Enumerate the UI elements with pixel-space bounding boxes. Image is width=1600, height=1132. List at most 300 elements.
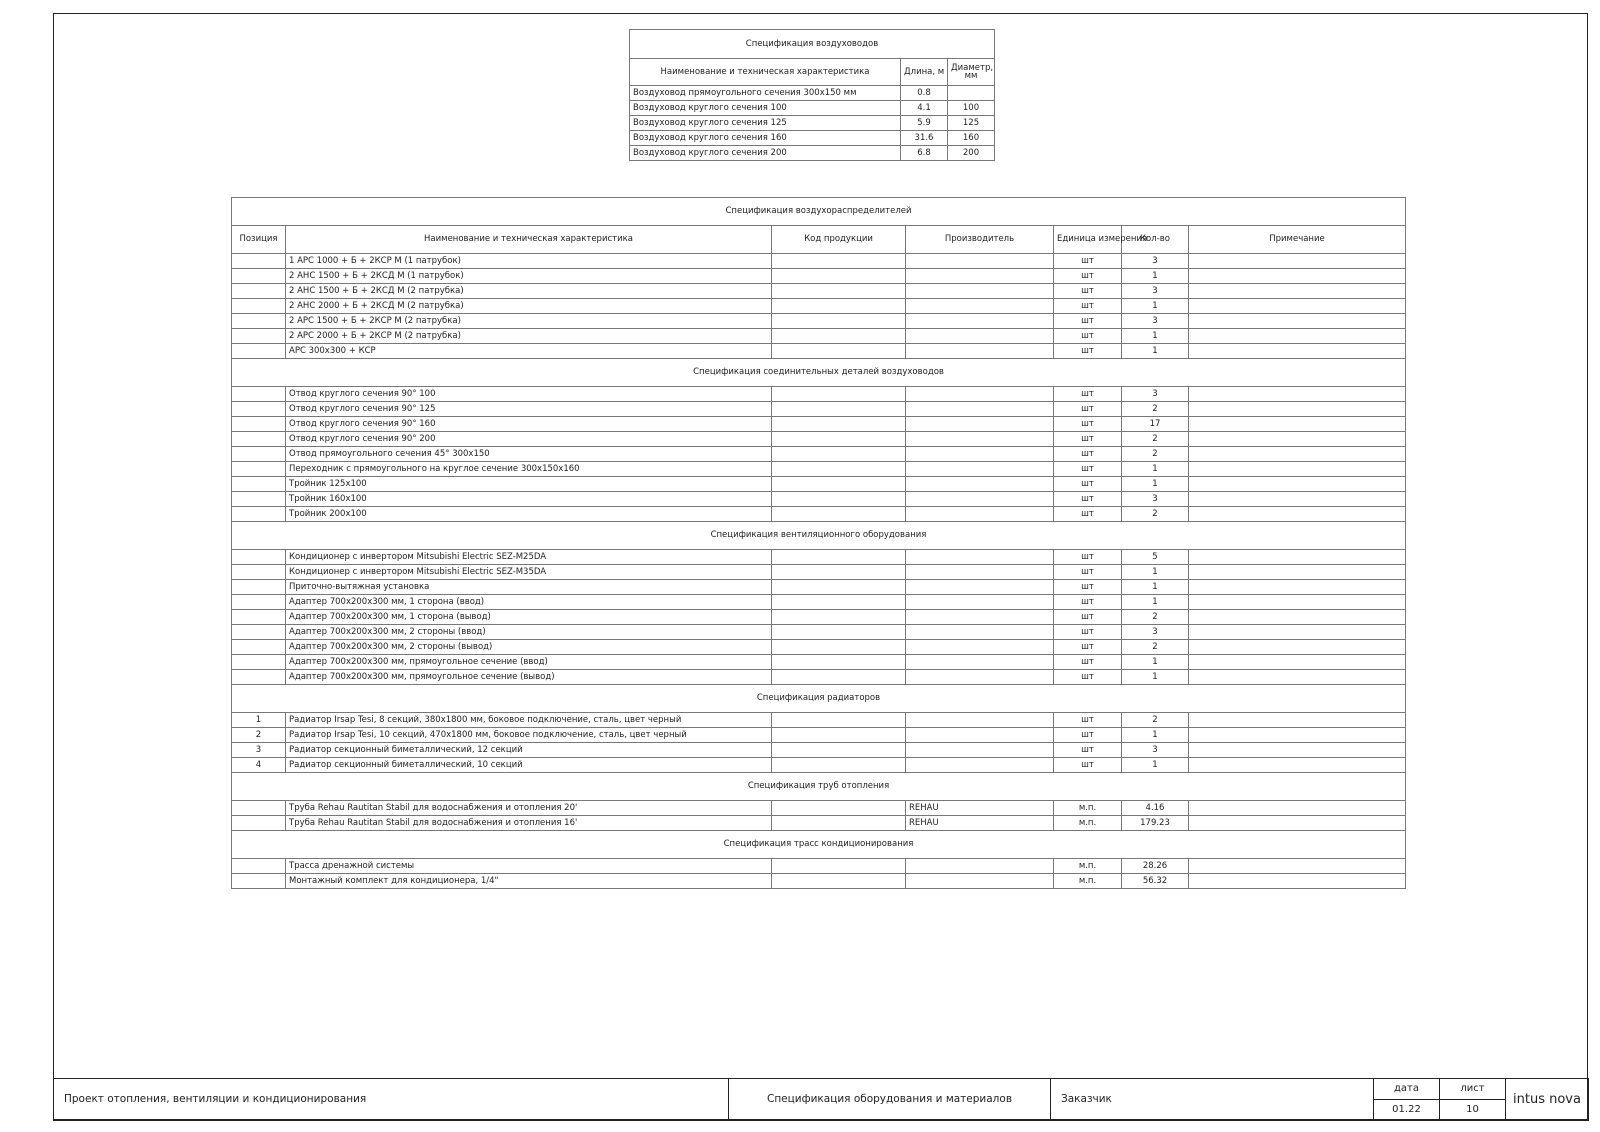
table-row [232, 284, 1406, 299]
row-name: Труба Rehau Rautitan Stabil для водоснабжения и отопления 16' [286, 816, 772, 831]
row-note [1189, 595, 1406, 610]
row-manufacturer [906, 314, 1054, 329]
duct-row-length: 5.9 [901, 116, 948, 131]
row-qty: 3 [1122, 625, 1189, 640]
row-unit: шт [1054, 477, 1122, 492]
row-note [1189, 344, 1406, 359]
row-code [772, 874, 906, 889]
row-manufacturer [906, 254, 1054, 269]
row-qty: 3 [1122, 314, 1189, 329]
main-spec-caption: Спецификация воздухораспределителей [232, 198, 1406, 226]
row-position [232, 314, 286, 329]
section-title: Спецификация вентиляционного оборудования [232, 522, 1406, 550]
row-code [772, 655, 906, 670]
table-row [232, 492, 1406, 507]
row-qty: 1 [1122, 344, 1189, 359]
row-position: 2 [232, 728, 286, 743]
row-unit: шт [1054, 655, 1122, 670]
row-qty: 1 [1122, 565, 1189, 580]
row-position [232, 655, 286, 670]
section-header-row [232, 359, 1406, 387]
row-qty: 2 [1122, 713, 1189, 728]
row-position [232, 874, 286, 889]
row-manufacturer [906, 462, 1054, 477]
row-name: Радиатор секционный биметаллический, 12 секций [286, 743, 772, 758]
row-note [1189, 492, 1406, 507]
table-row [232, 743, 1406, 758]
row-unit: м.п. [1054, 859, 1122, 874]
row-name: Кондиционер с инвертором Mitsubishi Electric SEZ-M25DA [286, 550, 772, 565]
row-code [772, 387, 906, 402]
row-name: Адаптер 700х200х300 мм, прямоугольное сечение (вывод) [286, 670, 772, 685]
table-row [232, 728, 1406, 743]
row-manufacturer [906, 728, 1054, 743]
table-row [232, 655, 1406, 670]
row-code [772, 314, 906, 329]
row-note [1189, 655, 1406, 670]
row-name: Тройник 200х100 [286, 507, 772, 522]
row-unit: шт [1054, 284, 1122, 299]
table-row [232, 610, 1406, 625]
row-code [772, 284, 906, 299]
row-unit: шт [1054, 462, 1122, 477]
table-row [232, 595, 1406, 610]
row-unit: шт [1054, 670, 1122, 685]
row-name: Отвод круглого сечения 90° 200 [286, 432, 772, 447]
row-note [1189, 625, 1406, 640]
row-note [1189, 640, 1406, 655]
row-manufacturer [906, 432, 1054, 447]
row-name: Адаптер 700х200х300 мм, 2 стороны (ввод) [286, 625, 772, 640]
row-manufacturer: REHAU [906, 801, 1054, 816]
row-note [1189, 610, 1406, 625]
row-unit: шт [1054, 743, 1122, 758]
row-position [232, 625, 286, 640]
table-row [232, 462, 1406, 477]
row-qty: 2 [1122, 432, 1189, 447]
duct-row-diameter: 100 [948, 101, 995, 116]
row-name: Монтажный комплект для кондиционера, 1/4" [286, 874, 772, 889]
row-code [772, 728, 906, 743]
table-row [232, 625, 1406, 640]
customer-label: Заказчик [1051, 1079, 1374, 1121]
row-code [772, 801, 906, 816]
row-code [772, 670, 906, 685]
row-unit: шт [1054, 610, 1122, 625]
table-row [232, 477, 1406, 492]
row-manufacturer [906, 670, 1054, 685]
duct-row-length: 6.8 [901, 146, 948, 161]
row-unit: шт [1054, 314, 1122, 329]
header-code: Код продукции [772, 226, 906, 254]
row-unit: шт [1054, 432, 1122, 447]
row-unit: шт [1054, 402, 1122, 417]
duct-row-diameter: 200 [948, 146, 995, 161]
row-note [1189, 670, 1406, 685]
row-unit: шт [1054, 269, 1122, 284]
row-code [772, 507, 906, 522]
row-note [1189, 743, 1406, 758]
duct-row-diameter: 125 [948, 116, 995, 131]
row-note [1189, 874, 1406, 889]
table-row [232, 758, 1406, 773]
duct-row [630, 131, 995, 146]
row-code [772, 640, 906, 655]
row-name: Трасса дренажной системы [286, 859, 772, 874]
row-unit: шт [1054, 344, 1122, 359]
row-manufacturer [906, 713, 1054, 728]
row-qty: 28.26 [1122, 859, 1189, 874]
row-note [1189, 402, 1406, 417]
row-unit: шт [1054, 447, 1122, 462]
row-note [1189, 728, 1406, 743]
table-row [232, 432, 1406, 447]
row-position: 4 [232, 758, 286, 773]
row-note [1189, 462, 1406, 477]
row-manufacturer [906, 507, 1054, 522]
row-qty: 3 [1122, 492, 1189, 507]
row-unit: шт [1054, 580, 1122, 595]
table-row [232, 550, 1406, 565]
duct-row-name: Воздуховод круглого сечения 160 [630, 131, 901, 146]
table-row [232, 801, 1406, 816]
row-note [1189, 816, 1406, 831]
row-qty: 4.16 [1122, 801, 1189, 816]
section-header-row [232, 522, 1406, 550]
row-position: 3 [232, 743, 286, 758]
row-position [232, 254, 286, 269]
duct-row-name: Воздуховод круглого сечения 100 [630, 101, 901, 116]
row-name: АРС 300х300 + КСР [286, 344, 772, 359]
row-manufacturer [906, 269, 1054, 284]
row-qty: 2 [1122, 507, 1189, 522]
main-spec-table [231, 197, 1406, 889]
row-note [1189, 387, 1406, 402]
row-qty: 179.23 [1122, 816, 1189, 831]
row-qty: 1 [1122, 758, 1189, 773]
row-code [772, 580, 906, 595]
table-row [232, 269, 1406, 284]
row-unit: шт [1054, 595, 1122, 610]
row-name: Труба Rehau Rautitan Stabil для водоснабжения и отопления 20' [286, 801, 772, 816]
row-note [1189, 758, 1406, 773]
row-code [772, 462, 906, 477]
sheet-title: Спецификация оборудования и материалов [729, 1079, 1051, 1121]
row-position [232, 580, 286, 595]
row-note [1189, 565, 1406, 580]
row-qty: 56.32 [1122, 874, 1189, 889]
row-position [232, 492, 286, 507]
row-unit: шт [1054, 507, 1122, 522]
row-unit: шт [1054, 299, 1122, 314]
row-qty: 2 [1122, 402, 1189, 417]
row-position [232, 801, 286, 816]
duct-row [630, 116, 995, 131]
row-code [772, 447, 906, 462]
project-name: Проект отопления, вентиляции и кондиционирования [54, 1079, 729, 1121]
table-row [232, 299, 1406, 314]
row-qty: 2 [1122, 610, 1189, 625]
row-position [232, 329, 286, 344]
header-note: Примечание [1189, 226, 1406, 254]
duct-row [630, 101, 995, 116]
section-title: Спецификация трасс кондиционирования [232, 831, 1406, 859]
header-position: Позиция [232, 226, 286, 254]
row-code [772, 344, 906, 359]
row-code [772, 417, 906, 432]
section-title: Спецификация соединительных деталей воздуховодов [232, 359, 1406, 387]
row-position [232, 387, 286, 402]
row-name: Адаптер 700х200х300 мм, 2 стороны (вывод) [286, 640, 772, 655]
row-note [1189, 507, 1406, 522]
section-header-row [232, 773, 1406, 801]
header-manufacturer: Производитель [906, 226, 1054, 254]
row-code [772, 595, 906, 610]
row-note [1189, 299, 1406, 314]
row-note [1189, 284, 1406, 299]
row-manufacturer [906, 550, 1054, 565]
row-name: Приточно-вытяжная установка [286, 580, 772, 595]
row-position [232, 595, 286, 610]
row-position [232, 610, 286, 625]
row-unit: шт [1054, 565, 1122, 580]
row-name: 1 АРС 1000 + Б + 2КСР М (1 патрубок) [286, 254, 772, 269]
row-name: Отвод круглого сечения 90° 160 [286, 417, 772, 432]
row-note [1189, 269, 1406, 284]
row-position: 1 [232, 713, 286, 728]
row-name: 2 АНС 1500 + Б + 2КСД М (1 патрубок) [286, 269, 772, 284]
row-code [772, 625, 906, 640]
table-row [232, 713, 1406, 728]
row-manufacturer [906, 387, 1054, 402]
section-header-row [232, 831, 1406, 859]
row-manufacturer [906, 565, 1054, 580]
row-position [232, 816, 286, 831]
row-qty: 5 [1122, 550, 1189, 565]
row-manufacturer [906, 284, 1054, 299]
table-row [232, 417, 1406, 432]
table-row [232, 314, 1406, 329]
row-position [232, 447, 286, 462]
row-unit: шт [1054, 254, 1122, 269]
section-title: Спецификация труб отопления [232, 773, 1406, 801]
row-note [1189, 477, 1406, 492]
row-position [232, 269, 286, 284]
row-manufacturer [906, 758, 1054, 773]
duct-spec-table [629, 29, 995, 161]
row-note [1189, 432, 1406, 447]
row-qty: 1 [1122, 269, 1189, 284]
duct-spec-caption: Спецификация воздуховодов [630, 30, 995, 59]
row-position [232, 432, 286, 447]
row-manufacturer [906, 743, 1054, 758]
table-row [232, 344, 1406, 359]
duct-row-name: Воздуховод прямоугольного сечения 300х150 мм [630, 86, 901, 101]
row-qty: 1 [1122, 477, 1189, 492]
row-code [772, 492, 906, 507]
row-position [232, 670, 286, 685]
table-row [232, 447, 1406, 462]
table-row [232, 816, 1406, 831]
row-manufacturer [906, 477, 1054, 492]
row-manufacturer [906, 625, 1054, 640]
row-name: Отвод круглого сечения 90° 100 [286, 387, 772, 402]
table-row [232, 580, 1406, 595]
sheet-number: 10 [1440, 1100, 1506, 1121]
sheet-label: лист [1440, 1079, 1506, 1100]
row-unit: шт [1054, 492, 1122, 507]
row-manufacturer [906, 859, 1054, 874]
duct-header-name: Наименование и техническая характеристика [630, 59, 901, 86]
table-row [232, 254, 1406, 269]
header-unit: Единица измерения [1054, 226, 1122, 254]
table-row [232, 640, 1406, 655]
row-qty: 1 [1122, 728, 1189, 743]
table-row [232, 402, 1406, 417]
row-note [1189, 580, 1406, 595]
row-qty: 1 [1122, 580, 1189, 595]
row-position [232, 462, 286, 477]
row-code [772, 329, 906, 344]
row-manufacturer [906, 447, 1054, 462]
row-qty: 3 [1122, 743, 1189, 758]
duct-row-name: Воздуховод круглого сечения 125 [630, 116, 901, 131]
row-name: Адаптер 700х200х300 мм, 1 сторона (ввод) [286, 595, 772, 610]
row-unit: шт [1054, 713, 1122, 728]
row-name: Тройник 160х100 [286, 492, 772, 507]
header-name: Наименование и техническая характеристика [286, 226, 772, 254]
row-name: 2 АРС 1500 + Б + 2КСР М (2 патрубка) [286, 314, 772, 329]
row-unit: м.п. [1054, 874, 1122, 889]
row-position [232, 284, 286, 299]
row-note [1189, 550, 1406, 565]
row-position [232, 299, 286, 314]
row-unit: шт [1054, 625, 1122, 640]
row-qty: 1 [1122, 462, 1189, 477]
table-row [232, 387, 1406, 402]
row-manufacturer: REHAU [906, 816, 1054, 831]
row-code [772, 816, 906, 831]
row-position [232, 640, 286, 655]
date-value: 01.22 [1374, 1100, 1440, 1121]
row-code [772, 565, 906, 580]
duct-row [630, 146, 995, 161]
row-qty: 3 [1122, 387, 1189, 402]
row-qty: 1 [1122, 329, 1189, 344]
row-name: Радиатор Irsap Tesi, 10 секций, 470х1800 мм, боковое подключение, сталь, цвет черный [286, 728, 772, 743]
row-qty: 1 [1122, 595, 1189, 610]
row-name: Адаптер 700х200х300 мм, 1 сторона (вывод) [286, 610, 772, 625]
row-name: Отвод круглого сечения 90° 125 [286, 402, 772, 417]
duct-row-diameter [948, 86, 995, 101]
row-position [232, 565, 286, 580]
table-row [232, 507, 1406, 522]
row-unit: шт [1054, 417, 1122, 432]
row-qty: 1 [1122, 670, 1189, 685]
row-note [1189, 417, 1406, 432]
row-name: Переходник с прямоугольного на круглое сечение 300х150х160 [286, 462, 772, 477]
row-position [232, 402, 286, 417]
row-unit: м.п. [1054, 816, 1122, 831]
row-name: Радиатор секционный биметаллический, 10 секций [286, 758, 772, 773]
row-code [772, 432, 906, 447]
table-row [232, 329, 1406, 344]
duct-header-length: Длина, м [901, 59, 948, 86]
row-qty: 2 [1122, 447, 1189, 462]
row-unit: шт [1054, 640, 1122, 655]
row-manufacturer [906, 640, 1054, 655]
row-name: Отвод прямоугольного сечения 45° 300х150 [286, 447, 772, 462]
row-name: Тройник 125х100 [286, 477, 772, 492]
row-code [772, 859, 906, 874]
row-manufacturer [906, 402, 1054, 417]
row-code [772, 743, 906, 758]
row-code [772, 269, 906, 284]
row-manufacturer [906, 595, 1054, 610]
date-label: дата [1374, 1079, 1440, 1100]
table-row [232, 670, 1406, 685]
row-name: Адаптер 700х200х300 мм, прямоугольное сечение (ввод) [286, 655, 772, 670]
row-qty: 1 [1122, 299, 1189, 314]
row-unit: шт [1054, 329, 1122, 344]
row-note [1189, 447, 1406, 462]
row-name: Кондиционер с инвертором Mitsubishi Electric SEZ-M35DA [286, 565, 772, 580]
row-manufacturer [906, 874, 1054, 889]
row-note [1189, 713, 1406, 728]
row-position [232, 859, 286, 874]
row-note [1189, 254, 1406, 269]
row-manufacturer [906, 580, 1054, 595]
row-manufacturer [906, 329, 1054, 344]
row-unit: шт [1054, 758, 1122, 773]
header-qty: Кол-во [1122, 226, 1189, 254]
row-manufacturer [906, 492, 1054, 507]
row-unit: м.п. [1054, 801, 1122, 816]
table-row [232, 565, 1406, 580]
duct-row [630, 86, 995, 101]
row-code [772, 402, 906, 417]
row-qty: 3 [1122, 284, 1189, 299]
row-position [232, 417, 286, 432]
company-logo: intus nova [1506, 1079, 1589, 1121]
row-manufacturer [906, 655, 1054, 670]
duct-row-name: Воздуховод круглого сечения 200 [630, 146, 901, 161]
duct-row-length: 0.8 [901, 86, 948, 101]
row-name: 2 АРС 2000 + Б + 2КСР М (2 патрубка) [286, 329, 772, 344]
row-qty: 2 [1122, 640, 1189, 655]
section-header-row [232, 685, 1406, 713]
duct-header-diameter: Диаметр, мм [948, 59, 995, 86]
table-row [232, 859, 1406, 874]
row-note [1189, 314, 1406, 329]
row-code [772, 713, 906, 728]
row-note [1189, 801, 1406, 816]
row-position [232, 477, 286, 492]
row-note [1189, 329, 1406, 344]
title-block [53, 1078, 1589, 1121]
row-unit: шт [1054, 550, 1122, 565]
row-code [772, 758, 906, 773]
row-name: Радиатор Irsap Tesi, 8 секций, 380х1800 мм, боковое подключение, сталь, цвет черный [286, 713, 772, 728]
duct-row-length: 4.1 [901, 101, 948, 116]
row-name: 2 АНС 1500 + Б + 2КСД М (2 патрубка) [286, 284, 772, 299]
row-qty: 1 [1122, 655, 1189, 670]
row-unit: шт [1054, 728, 1122, 743]
row-code [772, 299, 906, 314]
row-manufacturer [906, 344, 1054, 359]
row-code [772, 550, 906, 565]
row-code [772, 254, 906, 269]
